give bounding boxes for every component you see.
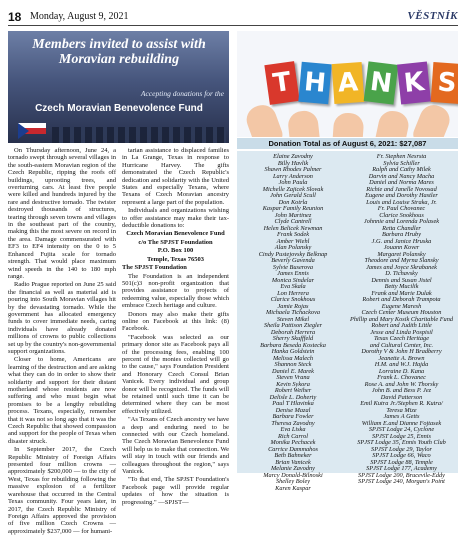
address-line: Czech Moravian Benevolence Fund <box>126 230 225 238</box>
article-paragraph: "To that end, The SPJST Foundation's Facebook page will provide regular updates of how the situation is progressing." —SPJST— <box>122 476 229 506</box>
donor-name: Shawn Rhodes Palmer <box>264 166 322 173</box>
donor-name: Alan Polansky <box>274 244 312 251</box>
donor-list-box <box>237 151 458 492</box>
donor-name: John Martinez <box>274 211 312 219</box>
page-header <box>8 9 458 26</box>
donor-name: Betty Mucilik <box>384 283 419 290</box>
donor-name: Emil Kutra Jr./Stephen R. Kutra/ <box>360 400 443 407</box>
donor-name: Sylvia Schiller <box>383 159 420 167</box>
donor-name: Elaine Zavodny <box>273 153 313 160</box>
donor-name: Teresa Mize <box>386 406 417 414</box>
donor-name: Clarice Snokhous <box>270 296 316 303</box>
donor-name: Johnnie and Lorenda Polasek <box>363 218 440 225</box>
donor-name: Steven Mikel <box>276 315 310 323</box>
letter-tile: S <box>431 62 458 104</box>
donor-name: Denise Mazal <box>275 406 311 414</box>
donor-name: Theodore and Myrna Slansky <box>364 257 439 264</box>
donor-name: David Patterson <box>380 393 423 401</box>
letter-tile: H <box>298 62 331 104</box>
donor-name: Sheila Pattison Ziegler <box>263 322 323 329</box>
donor-name: John Paula <box>278 179 308 186</box>
donor-name: SPJST Lodge 24, Cyclone <box>368 426 435 433</box>
donor-name: SPJST Lodge 29, Taylor <box>371 445 432 453</box>
donor-name: Barbara Fowler <box>272 413 314 420</box>
donor-name: Eugene Maresh <box>381 302 422 310</box>
foundation-heading: The SPJST Foundation <box>122 264 187 272</box>
thanks-letter-tiles <box>267 63 458 109</box>
donor-name: J.G. and Janice Hruska <box>371 237 432 245</box>
article-paragraph: In September 2017, the Czech Republic Ministry of Foreign Affairs presented four million crowns — approximately $200,000 — to the city of West, Texas for rebuilding following the massive explosion of a fertilizer warehouse that occurred in the Central Texas community. Four years later, in 2017, the Czech Republic Ministry of Foreign Affairs approved the provision of five million Czech Crowns — approximately $237,000 — for humani- <box>8 446 116 535</box>
article-column-1 <box>8 147 116 536</box>
donor-name: Cindy Pustejovsky Belknap <box>258 250 328 258</box>
donor-name: Rich Carrol <box>277 432 309 440</box>
donor-name: Fr. Stephen Nesrsta <box>376 153 427 160</box>
donor-name: Louis and Louise Straka, Jr. <box>366 198 437 206</box>
donor-name: Marcy Donald-Bilnoski <box>263 471 323 479</box>
donor-name: William E.and Dianne Fojtasek <box>361 419 442 427</box>
donor-name: Margaret Polansky <box>377 250 426 258</box>
donor-name: Deborah Herrera <box>270 328 316 336</box>
donor-name: Robert Weiher <box>274 387 312 394</box>
article-paragraph: "Facebook was selected as our primary donor site as Facebook pays all of the processing fees, enabling 100 percent of the monies collected will go to the cause," says Foundation President and Honorary Czech Consul Brian Vanicek. Every individual and group donor will be recognized. The funds will be retained until such time it can be determined where they can be most effectively utilized. <box>122 333 229 415</box>
publication-name: VĚSTNÍK <box>407 10 458 22</box>
donor-name: Clarice Snokhous <box>379 211 424 219</box>
donor-name: Steven Vrana <box>276 374 310 381</box>
donor-name: Beth Bahneker <box>274 452 312 459</box>
story-banner <box>8 31 229 143</box>
donor-name: Carrice Dammahos <box>268 445 318 453</box>
donor-name: Robert and Deborah Trampota <box>362 296 441 303</box>
article-paragraph: Radio Prague reported on June 25 said the financial as well as material aid is pouring into South Moravian villages hit by the devastating tornado. While the government has allocated emergency funds to cover immediate needs, caring individuals have already donated millions of crowns to public collections set up by the country's non-governmental support organizations. <box>8 281 116 355</box>
hand-image <box>287 110 321 137</box>
donor-name: Czech Center Museum Houston <box>361 309 442 316</box>
donor-name: SPJST Lodge 35, Ennis Youth Club <box>357 439 446 446</box>
donor-name: Fr. Paul Chovanec <box>377 205 426 212</box>
donor-name: Jouann Kover <box>383 244 420 251</box>
czech-flag-icon <box>18 123 46 139</box>
banner-subhead: Accepting donations for the <box>140 89 224 98</box>
letter-tile: N <box>364 61 399 104</box>
donor-name: Retta Chandler <box>382 224 421 232</box>
donor-name: SPJST Lodge 200, Brucevile-Eddy <box>358 471 445 479</box>
donor-name: H.M. and W.J. Hajda <box>374 361 429 368</box>
donor-name: Eva Skala <box>280 283 306 290</box>
page-number: 18 <box>8 10 22 24</box>
letter-tile: K <box>397 62 431 105</box>
donor-name: Brian Vanicek <box>275 458 311 466</box>
hand-image <box>332 112 365 137</box>
village-skyline-image <box>52 127 226 143</box>
donor-name: Monika Pechacek <box>270 439 316 446</box>
donor-name: Phillip and Mary Kosik Charitable Fund <box>349 315 454 323</box>
donor-list-left <box>241 154 345 492</box>
article-paragraph: Closer to home, Americans are learning of the destruction and are asking what they can do in order to show their solidarity and support for their distant motherland whose residents are now suffering and who must begin what promises to be a lengthy rebuilding process. Texans, especially, remember that it was not so long ago that it was the Czech Republic that showed compassion and support for the people of Texas when disaster struck. <box>8 356 116 445</box>
donor-name: Michelle Zajicek Slovak <box>262 185 324 193</box>
donor-name: Larry Anderson <box>273 172 313 180</box>
donor-name: Kevin Sykora <box>276 380 310 388</box>
donor-name: Daniel and Norma Mares <box>369 179 434 186</box>
donor-name: Dorothy V & John H Bradberry <box>361 348 442 355</box>
donor-name: Beverly Gavenda <box>271 257 315 264</box>
thanks-image <box>237 31 458 137</box>
donor-name: Lon Herrera <box>277 289 309 297</box>
banner-fund-title: Czech Moravian Benevolence Fund <box>35 103 203 114</box>
donor-name: SPJST Lodge 25, Ennis <box>371 432 431 440</box>
donor-name: James A Getts <box>383 413 420 420</box>
story-headline: Members invited to assist with Moravian rebuilding <box>32 37 206 67</box>
donation-total-title: Donation Total as of August 6, 2021: $27,087 <box>237 138 458 149</box>
donor-name: James Ennis <box>277 270 309 277</box>
donor-name: Daniel E. Marek <box>272 367 314 375</box>
article-paragraph: On Thursday afternoon, June 24, a tornado swept through several villages in the south-eastern Moravian region of the Czech Republic, ripping the roofs off buildings, uprooting trees, and overturning cars. At least five people were killed and hundreds injured by the rare and destructive tornado. The twister destroyed thousands of structures, tearing through seven towns and villages in the southeast part of the country, making this the most severe on record in the area. Damage commensurated with EF3 to EF4 intensity on the 0 to 5 Enhanced Fujita scale for tornado strength. That would place maximum wind speeds in the 140 to 180 mph range. <box>8 147 116 280</box>
donor-name: Lorraine D. Kana <box>378 367 425 375</box>
donor-name: Karen Kaspar <box>275 484 311 492</box>
donor-name: Billy Havlik <box>277 159 309 167</box>
donor-name: Michaela Tichackova <box>265 309 321 316</box>
article-paragraph: tarian assistance to displaced families in La Grange, Texas in response to Hurricane Harvey. The gifts demonstrated the Czech Republic's dedication and solidarity with the United States and especially Texans, where Texans of Czech Moravian ancestry represent a large part of the population. <box>122 147 229 206</box>
donor-name: Melanie Zavodny <box>271 465 315 472</box>
article-paragraph: Individuals and organizations wishing to offer assistance may make their tax-deductible donations to: <box>122 207 229 230</box>
donor-name: Darvin and Nancy Macha <box>368 172 435 180</box>
donor-name: Dennis and Susan Jistel <box>371 276 432 284</box>
article-paragraph: "As Texans of Czech ancestry we have a deep and enduring need to be connected with our Czech homeland. The Czech Moravian Benevolence Fund will help us to make that connection. We will stay in touch with our friends and colleagues throughout the region," says Vanicek. <box>122 416 229 476</box>
donor-name: Eugene and Dorothy Hastler <box>365 192 438 199</box>
address-line: c/o The SPJST Foundation <box>138 238 213 246</box>
donor-list-right <box>348 154 455 486</box>
donor-name: Melissa Malech <box>272 354 314 362</box>
donor-name: James and Joyce Skrabanek <box>366 263 437 271</box>
donor-name: SPJST Lodge 177, Academy <box>366 465 437 472</box>
donor-name: SPJST Lodge 88, Temple <box>370 458 433 466</box>
donor-name: Jamie Rojas <box>277 302 309 310</box>
donor-name: Clyde Cantrell <box>274 218 312 225</box>
donor-name: and Cultural Center, Inc. <box>369 341 434 349</box>
letter-tile: T <box>264 61 299 105</box>
donor-name: Robert and Judith Little <box>371 322 432 329</box>
donor-name: Sylvie Buserova <box>272 263 314 271</box>
donor-name: Paul T Hlavinka <box>272 400 314 407</box>
donor-name: John B. and Bess P. Jez <box>371 387 432 394</box>
donor-name: Don Kotrla <box>278 198 308 206</box>
donor-name: SPJST Lodge 66, Waco <box>372 452 431 459</box>
article-paragraph: The Foundation is an independent 501(c)3 non-profit organization that provides assistance to projects of redeeming value, especially those which embrace Czech heritage and culture. <box>122 272 229 310</box>
donor-name: Barbara Beseda Kostecka <box>260 341 326 349</box>
article-column-2 <box>122 147 229 507</box>
donor-name: Monica Sindelar <box>271 276 315 284</box>
donor-name: Shannon Steck <box>274 361 312 368</box>
donor-name: Texas Czech Heritage <box>373 335 430 342</box>
letter-tile: A <box>332 62 365 104</box>
donor-name: Ralph and Cathy Milek <box>372 166 431 173</box>
donor-name: John Gerald Scull <box>270 192 316 199</box>
donor-name: D. Tichavsky <box>385 270 418 277</box>
donor-name: Amber Wiehl <box>276 237 310 245</box>
donor-name: Shelley Boley <box>275 478 311 485</box>
donor-name: Barbara Hruby <box>381 231 421 238</box>
article-paragraph: Donors may also make their gifts online on Facebook at this link: (8) Facebook. <box>122 310 229 333</box>
donor-name: Eva Liska <box>280 426 306 433</box>
donor-name: Theresa Zavodny <box>271 419 315 427</box>
address-line: Temple, Texas 76503 <box>146 255 204 263</box>
donor-name: Delisle L. Doherty <box>269 393 317 401</box>
donor-name: Frank Sodek <box>277 231 309 238</box>
donor-name: Jesse and Linda Pospisil <box>370 328 433 336</box>
donor-name: Jeanette A. Brown <box>378 354 425 362</box>
issue-date: Monday, August 9, 2021 <box>30 11 129 22</box>
donor-name: Kaspar Family Reunion <box>262 205 324 212</box>
donor-name: Frank L. Chovanec <box>377 374 426 381</box>
hand-image <box>373 108 411 137</box>
donor-name: Frank and Marie Dulak <box>371 289 432 297</box>
donor-name: Hanka Goldstein <box>271 348 315 355</box>
donor-name: SPJST Lodge 240, Morgan's Point <box>358 478 445 485</box>
donor-name: Richie and Janelle Novosad <box>366 185 437 193</box>
donor-name: Sherry Skufffeld <box>272 335 314 342</box>
address-line: P.O. Box 100 <box>157 247 194 255</box>
donor-name: Helen Belicek Newman <box>263 224 323 232</box>
donor-name: Rose A. and John W. Thorsky <box>364 380 439 388</box>
